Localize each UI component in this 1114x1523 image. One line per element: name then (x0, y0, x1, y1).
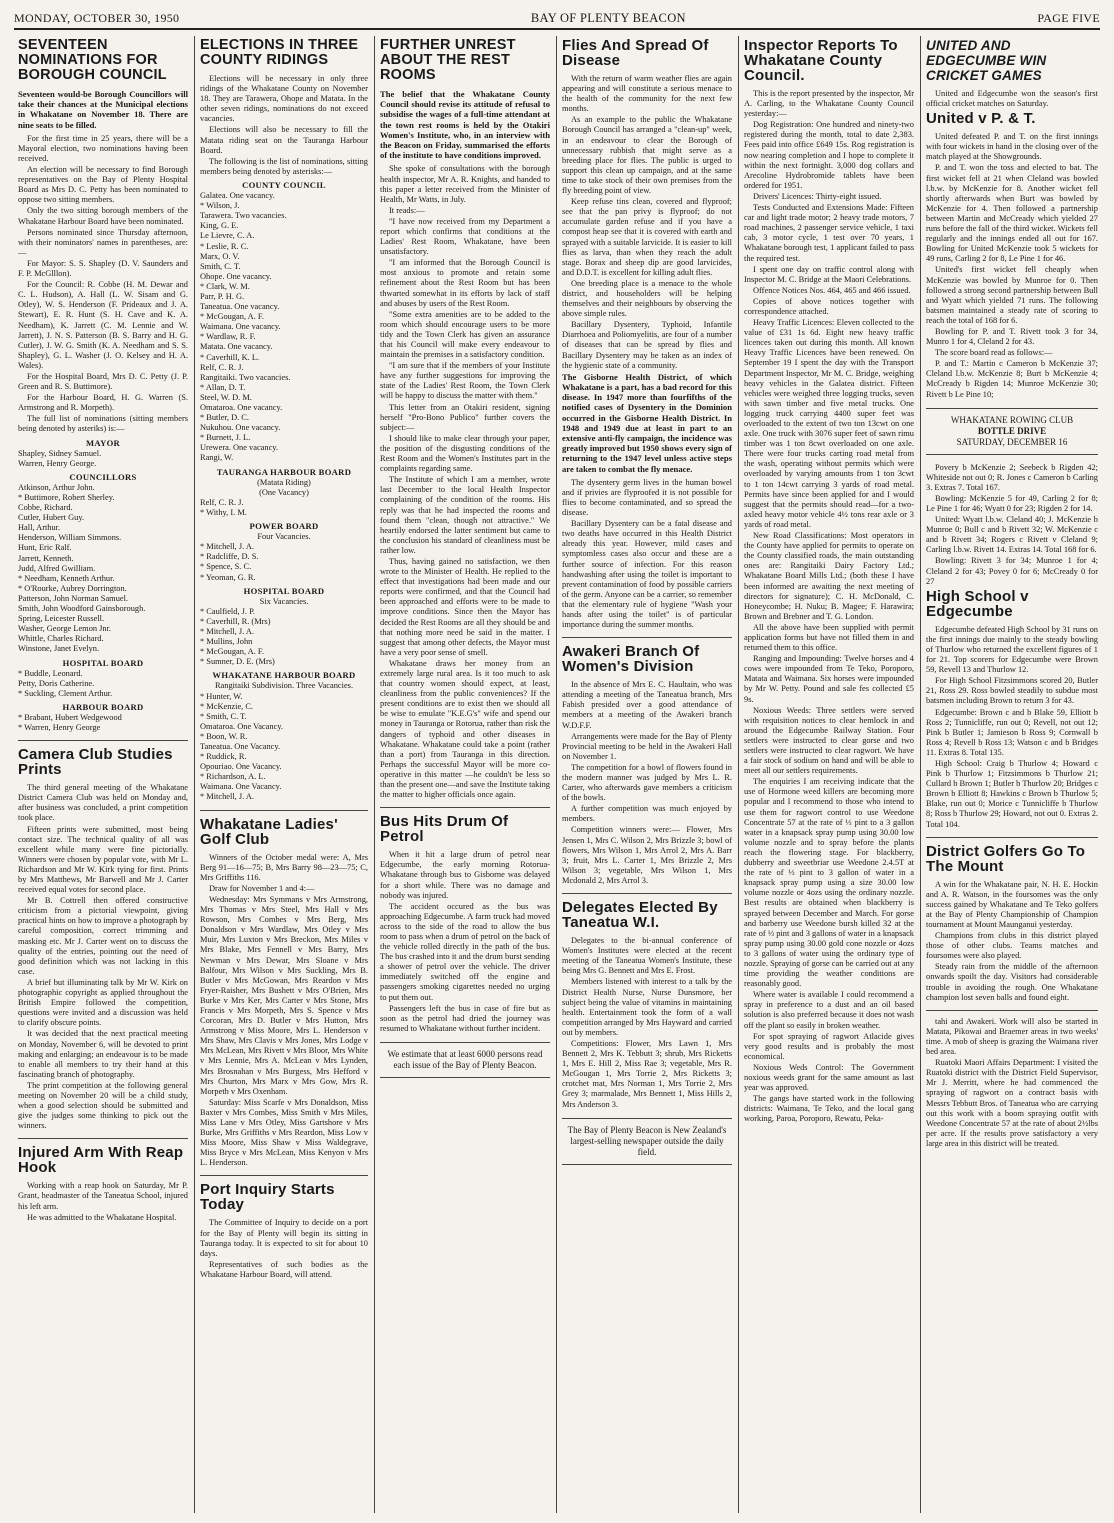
headline-taneatua-delegates: Delegates Elected By Taneatua W.I. (562, 899, 718, 932)
headline-nominations: SEVENTEEN NOMINATIONS FOR BOROUGH COUNCIL (18, 37, 167, 83)
list-item: Nukuhou. One vacancy. (200, 423, 281, 433)
article-paragraph: For the first time in 25 years, there will be a Mayoral election, two nominations having been received. (18, 133, 188, 163)
list-heading: HOSPITAL BOARD (62, 657, 144, 668)
headline-united-pt: United v P. & T. (926, 110, 1036, 128)
column-4 (562, 36, 732, 1515)
article-paragraph: The full list of nominations (sitting members being denoted by asteriks) is:— (18, 414, 188, 434)
article-paragraph: Winners of the October medal were: A, Mrs Berg 91—16—75; B, Mrs Barry 98—23—75; C, Mrs Griffiths 116. (200, 852, 368, 882)
list-item: Taneatua. One vacancy. (200, 302, 280, 312)
list-item: Omataroa. One vacancy. (200, 403, 283, 412)
article-paragraph: Draw for November 1 and 4:— (209, 883, 315, 893)
article-paragraph: With the return of warm weather flies are again appearing and will constitute a serious menace to the health of the community for the next few months. (562, 74, 732, 114)
article-divider (18, 740, 188, 741)
article-paragraph: "Some extra amenities are to be added to the room which should encourage users to be more tidy and the Town Clerk has given an assurance that his Council will make every endeavour to maintain the premises in a satisfactory condition. (380, 309, 550, 360)
article-paragraph: This letter from an Otakiri resident, signing herself "Pro-Bono Publico" further covers the subject:— (380, 402, 550, 432)
article-paragraph: I spent one day on traffic control along with Inspector M. C. Bridge at the Maori Celebrations. (744, 264, 914, 284)
list-item: (Matata Riding) (257, 477, 311, 487)
list-heading: TAURANGA HARBOUR BOARD (216, 466, 352, 477)
article-paragraph: Bowling for P. and T. Rivett took 3 for 34, Munro 1 for 4, Cleland 2 for 43. (926, 326, 1098, 347)
article-paragraph: Champions from clubs in this district played those of other clubs. Teams matches and foursomes were also played. (926, 931, 1098, 961)
list-item: Taneatua. One Vacancy. (200, 742, 281, 751)
list-item: Rangitaiki Subdivision. Three Vacancies. (214, 681, 354, 691)
list-item: * Wilson, J. (200, 201, 240, 211)
article-paragraph: Fifteen prints were submitted, most being contact size. The technical quality of all was excellent while many were fine pictorially. Winners were chosen by popular vote, with Mr L. Richardson and Mr W. Kirk tying for first. Prints by Mrs Matthews, Mr Barwell and Mr J. Carter received equal votes for second place. (18, 824, 188, 895)
article-paragraph: Tests Conducted and Extensions Made: Fifteen car and light trade motor; 2 heavy trade motors, 7 road machines, 2 passenger service vehicle, 1 taxi cab, 3 motor cycle, 1 test over 70 years, 1 Whakatane borough test, 1 applicant failed to pass the required test. (744, 203, 914, 263)
article-paragraph: Persons nominated since Thursday afternoon, with their nominators' names in parentheses, are:— (18, 227, 188, 257)
article-paragraph: He was admitted to the Whakatane Hospital. (27, 1212, 177, 1222)
article-paragraph: Representatives of such bodies as the Whakatane Harbour Board, will attend. (200, 1259, 368, 1279)
headline-bus-petrol: Bus Hits Drum Of Petrol (380, 813, 509, 846)
list-item: Smith, C. T. (200, 261, 241, 271)
list-item: Rangi, W. (200, 453, 234, 463)
article-paragraph: New Road Classifications: Most operators in the County have applied for permits to operate on the County classified roads, the main outstanding ones are: Rangitaiki Dairy Factory Ltd.; Whakatane Board Mills Ltd.; (both these I have been informed are awaiting the next meeting of directors for signature); C. H. McDonald, C. Honeycombe; H. Nuku; B. Magee; F. Harawira; Brown and Brebner and T. G. London. (744, 531, 914, 621)
list-item: Six Vacancies. (259, 596, 309, 606)
article-paragraph: It reads:— (389, 205, 425, 215)
article-paragraph: P. and T.: Martin c Cameron b McKenzie 37; Cleland l.b.w. McKenzie 8; Burt b McKenzie 4; McCready b Rigden 14; Munroe McKenzie 30; Rivett b Le Pine 10; (926, 359, 1098, 399)
article-paragraph: For the Council: R. Cobbe (H. M. Dewar and C. L. Hudson), A. Hall (L. W. Sisam and G. Otley), W. S. Henderson (F. Prideaux and J. A. Stewart), E. R. Hunt (S. H. Cave and K. A. Needham), K. Jarrett (C. M. Lennie and W. Jarrett), J. N. S. Patterson (B. S. Barry and H. G. Cutler), J. W. G. Smith (K. A. Needham and S. S. Shapley), G. L. Washer (J. O. Kelsey and H. A. Wales). (18, 280, 188, 370)
headline-rest-rooms: FURTHER UNREST ABOUT THE REST ROOMS (380, 37, 516, 83)
article-paragraph: The print competition at the following general meeting on November 20 will be a child study, when a good selection should be submitted and give the judges some thinking to pick out the winners. (18, 1080, 188, 1131)
article-paragraph: A brief but illuminating talk by Mr W. Kirk on photographic copyright as applied throughout the British Empire followed the competition, questions were invited and a discussion was held to clarify obscure points. (18, 977, 188, 1028)
article-paragraph: Povery b McKenzie 2; Seebeck b Rigden 42; Whiteside not out 0; R. Jones c Cameron b Carling 3. Extras 7. Total 167. (926, 462, 1098, 492)
list-heading: HARBOUR BOARD (62, 701, 144, 712)
article-paragraph: Mr B. Cottrell then offered constructive criticism from a pictorial viewpoint, giving practical hints on how to improve a photograph by careful composition, correct trimming and masking etc. Mr J. Carter went on to discuss the quality of the entries, pointing out the need of good definition which was not lacking in this case. (18, 896, 188, 976)
article-paragraph: "I am informed that the Borough Council is most anxious to promote and retain some refinement about the Rest Room but has been thwarted somewhat in its efforts by lack of staff and abuses by users of the Rest Room. (380, 258, 550, 308)
column-2 (200, 36, 368, 1515)
headline-awakeri: Awakeri Branch Of Women's Division (562, 643, 700, 676)
article-paragraph: For High School Fitzsimmons scored 20, Butler 21, Ross 29. Ross bowled steadily to subdue most batsmen including Brown to return 3 for 43. (926, 676, 1098, 706)
headline-camera-club: Camera Club Studies Prints (18, 746, 173, 779)
article-paragraph: The Institute of which I am a member, wrote last December to the local Health Inspector complaining of the condition of the rooms. His reply was that he had inspected the rooms and found them "clean, though not attractive." We heartily endorsed the latter sentiment but came to the conclusion his standard of cleanliness must be rather low. (380, 475, 550, 555)
article-paragraph: The dysentery germ lives in the human bowel and if privies are flyproofed it is not possible for flies to become contaminated, and so spread the disease. (562, 477, 732, 518)
list-item: Henderson, William Simmons. (18, 533, 122, 543)
article-paragraph: For Mayor: S. S. Shapley (D. V. Saunders and F. P. McGlllon). (18, 258, 188, 279)
headline-ladies-golf: Whakatane Ladies' Golf Club (200, 815, 338, 848)
article-paragraph: I should like to make clear through your paper, the position of the disgusting conditions of the Rest Room and the Women's Institutes part in the complaints regarding same. (380, 433, 550, 474)
article-paragraph: For the Harbour Board, H. G. Warren (S. Armstrong and R. Morpeth). (18, 393, 188, 413)
list-item: Le Lievre, C. A. (200, 231, 255, 241)
headline-inspector-reports: Inspector Reports To Whakatane County Council. (744, 37, 898, 84)
list-heading: MAYOR (85, 437, 121, 448)
article-paragraph: When it hit a large drum of petrol near Edgecumbe, the early morning Rotorua-Whakatane through bus to Gisborne was delayed for a short while. There was no damage and nobody was injured. (380, 850, 550, 900)
list-item: Four Vacancies. (257, 532, 311, 542)
list-item: * Leslie, R. C. (200, 241, 249, 251)
article-paragraph: Arrangements were made for the Bay of Plenty Provincial meeting to be held in the Awakeri Hall on November 1. (562, 731, 732, 761)
list-item: Relf, C. R. J. (200, 362, 244, 372)
list-item: * Brabant, Hubert Wedgewood (18, 712, 122, 722)
list-item: Steel, W. D. M. (200, 392, 252, 402)
article-paragraph: One breeding place is a menace to the whole district, and householders will be helping themselves and their neighbours by observing the above simple rules. (562, 278, 732, 319)
article-paragraph: Whakatane draws her money from an extremely large rural area. Is it too much to ask that country women should expect, at least, cleanliness from the public conveniences? If the present conditions are to exist then we should all be wise to emulate "K.E.G's" wife and spend our money in Tauranga or Rotorua, rather than risk the dangers of typhoid and other diseases in Whakatane. Whakatane could take a point (rather than a port) from Tauranga in this direction. Perhaps the successful Mayor will be more co-operative in this matter —he couldn't be less so than the present one—and save the Institute taking the matter to higher officials once again. (380, 658, 550, 800)
list-item: * Boon, W. R. (200, 731, 248, 741)
list-item: Galatea. One vacancy. (200, 191, 275, 201)
article-divider (926, 1010, 1098, 1011)
list-item: * O'Rourke, Aubrey Dorrington. (18, 583, 127, 593)
article-paragraph: The gangs have started work in the following districts: Waimana, Te Teko, and the local gang working, Paroa, Poroporo, Rewatu, Peka- (744, 1094, 914, 1124)
headline-injured-arm: Injured Arm With Reap Hook (18, 1144, 184, 1177)
article-paragraph: Steady rain from the middle of the afternoon onwards spoilt the day. Visitors had considerable trouble in avoiding the rough. One Whakatane champion lost seven balls and found eight. (926, 962, 1098, 1002)
article-divider (562, 637, 732, 638)
list-item: * Suckling, Clement Arthur. (18, 688, 113, 698)
list-item: Opouriao. One Vacancy. (200, 762, 282, 772)
list-heading: COUNCILLORS (69, 471, 137, 482)
article-paragraph: Noxious Weeds: Three settlers were served with requisition notices to clear hemlock in and around the Edgecumbe Railway Station. Four settlers were instructed to clear gorse and two settlers were instructed to clear ragwort. We have a fair stock of sodium on hand and will be able to meet all our settlers requirements. (744, 705, 914, 776)
article-paragraph: As an example to the public the Whakatane Borough Council has arranged a "clean-up" week, in an endeavour to clear the Borough of unnecessary rubbish that might serve as a breeding place for flies. The public is urged to support this clean up campaign, and at the same time to take stock of their own premises from the fly breeding point of view. (562, 115, 732, 196)
article-paragraph: Working with a reap hook on Saturday, Mr P. Grant, headmaster of the Taneatua School, injured his left arm. (18, 1181, 188, 1211)
column-rule (738, 36, 739, 1513)
page-number: PAGE FIVE (1037, 11, 1100, 25)
column-rule (920, 36, 921, 1513)
list-item: Marx, O. V. (200, 251, 240, 261)
article-paragraph: A further competition was much enjoyed by members. (562, 804, 732, 824)
list-heading: WHAKATANE HARBOUR BOARD (212, 670, 356, 681)
list-item: Spring, Leicester Russell. (18, 614, 105, 624)
list-item: * Richardson, A. L. (200, 772, 266, 782)
article-paragraph: This is the report presented by the inspector, Mr A. Carling, to the Whakatane County Council yesterday:— (744, 89, 914, 119)
article-paragraph: Bacillary Dysentery can be a fatal disease and two deaths have occurred in this Health District already this year. However, mild cases and symptomless cases also occur and these are a further source of infection. For this reason handwashing after using the toilet is important to prevent contamination of food by possible carriers of the germ. Anyone can be a carrier, so remember that the elementary rule of hygiene "Wash your hands after using the toilet" is of particular importance during the summer months. (562, 519, 732, 630)
list-item: Waimana. One Vacancy. (200, 782, 282, 792)
article-paragraph: The Committee of Inquiry to decide on a port for the Bay of Plenty will begin its sitting in Tauranga today. It is expected to sit for about 10 days. (200, 1218, 368, 1258)
list-item: Matata. One vacancy. (200, 342, 273, 352)
list-item: * Withy, I. M. (200, 507, 247, 517)
article-paragraph: "I have now received from my Department a report which confirms that conditions at the Ladies' Rest Room, Whakatane, have been unsatisfactory. (380, 216, 550, 257)
article-paragraph: Members listened with interest to a talk by the District Health Nurse, Nurse Dunsmore, her subject being the value of vitamins in maintaining health. Entertainment took the form of a wall competition arranged by Mrs Hayward and carried out by members. (562, 977, 732, 1037)
article-paragraph: High School: Craig b Thurlow 4; Howard c Pink b Thurlow 1; Fitzsimmons b Thurlow 21; Cullard b Brown 1; Butler b Thurlow 20; Bridges c Brown b Elliott 8; Hawkins c Brown b Thurlow 5; Blake, run out 0; Morice c Tunnicliffe b Thurlow 8; Ross b Thurlow 29; Howard, not out 0. Extras 2. Total 104. (926, 758, 1098, 829)
list-item: * Mitchell, J. A. (200, 542, 254, 552)
article-paragraph: Thus, having gained no satisfaction, we then wrote to the Minister of Health. He replied to the effect that investigations had been made and our reports were confirmed, and that the Council had been approached and efforts were to be made to improve conditions. Since then the Mayor has decided the Rest Rooms are all they should be and that nothing more need be said in the matter. I suggest that among other defects, the Mayor must have a very poor sense of smell. (380, 556, 550, 657)
article-paragraph: "I am sure that if the members of your Institute have any further suggestions for improving the state of the Ladies' Rest Room, the Town Clerk will be happy to discuss the matter with them." (380, 361, 550, 401)
article-paragraph: The enquiries I am receiving indicate that the use of Hormone weed killers are becoming more popular and I recommend to those who intend to use them for ragwort control to use Weedone Concentrate 57 at the rate of ⅓ pint to a 3 gallon water in a knapsack spray pump using 30.00 low volume nozzle and to spray before the plants reach the flowering stage. For blackberry, dubberry and sweetbriar use Weedone 2.4.5T at the rate of ⅓ pint to 3 gallon of water in a knapsack spray pump using a size 30.00 low volume nozzle or 4ozs using the ordinary nozzle. Best results are obtained when blackberry is sprayed between December and March. For gorse and barberry use Weedone bursh killed 32 at the rate of ⅓ pint and 3 gallons of water in a knapsack spray pump using 30.00 gold cone nozzle or 4ozs to 3 gallons of water using the ordinary type of nozzle. Spraying of gorse can be carried out at any time providing the weather conditions are reasonably good. (744, 777, 914, 989)
list-item: Smith, John Woodford Gainsborough. (18, 604, 146, 614)
article-divider (18, 1138, 188, 1139)
article-paragraph: Passengers left the bus in case of fire but as soon as the petrol had dried the journey was resumed to Whakatane without further incident. (380, 1003, 550, 1033)
list-item: Cutler, Hubert Guy. (18, 513, 85, 523)
newspaper-title: BAY OF PLENTY BEACON (530, 11, 686, 25)
deck-nominations: Seventeen would-be Borough Councillors will take their chances at the Municipal elections in Whakatane on November 18. There are nine seats to be filled. (18, 89, 188, 130)
list-item: * Caverhill, R. (Mrs) (200, 616, 271, 626)
list-item: * Caverhill, K. L. (200, 352, 260, 362)
list-item: Warren, Henry George. (18, 458, 97, 468)
column-1 (18, 36, 188, 1515)
list-item: * Needham, Kenneth Arthur. (18, 573, 115, 583)
article-paragraph: P. and T. won the toss and elected to bat. The first wicket fell at 21 when Cleland was bowled l.b.w. by McKenzie for 8. Another wicket fell shortly afterwards when Burt was bowled by McKenzie for 4. Then followed a partnership between Martin and McCready which yielded 27 runs before the fall of the third wicket. Wickets fell regularly and the innings ended all out for 167. Bowling for United McKenzie took 5 wickets for 49 runs, Carling 2 for 8, Le Pine 1 for 46. (926, 163, 1098, 264)
list-item: Tarawera. Two vacancies. (200, 211, 287, 221)
list-item: * Buttimore, Robert Sherley. (18, 493, 115, 502)
article-paragraph: The score board read as follows:— (935, 348, 1053, 358)
article-paragraph: Elections will be necessary in only three ridings of the Whakatane County on November 18. They are Tarawera, Ohope and Matata. In the other seven ridings, nominations do not exceed vacancies. (200, 74, 368, 124)
list-item: Petty, Doris Catherine. (18, 678, 95, 688)
article-paragraph: Bowling: Rivett 3 for 34; Munroe 1 for 4; Cleland 2 for 43; Povey 0 for 6; McCready 0 for 27 (926, 556, 1098, 586)
list-item: Hunt, Eric Ralf. (18, 543, 72, 553)
article-paragraph: Delegates to the bi-annual conference of Women's Institutes were elected at the recent meeting of the Taneatua Women's Institute, these being Mrs G. Bennett and Mrs E. Frost. (562, 936, 732, 976)
list-item: Ohope. One vacancy. (200, 271, 272, 281)
list-item: Washer, George Lemon Jnr. (18, 624, 112, 634)
list-item: * Smith, C. T. (200, 711, 247, 721)
article-paragraph: Bowling: McKenzie 5 for 49, Carling 2 for 8; Le Pine 1 for 46; Wyatt 0 for 23; Rigden 2 for 14. (926, 493, 1098, 513)
list-item: * Warren, Henry George (18, 723, 101, 733)
article-paragraph: Heavy Traffic Licences: Eleven collected to the value of £31 1s 6d. Eight new heavy traffic licences taken out during this month. All known Heavy Traffic Licences have been renewed. On September 19 I spent the day with the Transport Department Inspector, Mr M. C. Bridge, weighing heavy vehicles in the Galatea district. Fifteen vehicles were weighed three logging trucks, seven with sawn timber and five metal trucks. One logging truck carrying 4400 super feet was overloaded to the extent of two ton 13cwt on one axle. One truck with 3076 super feet of sawn rimu timber was 1 ton 8cwt overloaded on one axle. There were four trucks carting road metal from the wash, operating without permits which were overloaded by varying amounts from 1 ton 3cwt to 1 ton 14cwt carrying 3 yards of road metal. Permits have since been applied for and I would suggest that the permits should read—for a two-axled heavy motor vehicle 4½ tons rear axle or 3 yards of road metal. (744, 318, 914, 529)
article-paragraph: tahi and Awakeri. Work will also be started in Matata, Pikowai and Braemer areas in two weeks' time. A mob of sheep is grazing the Waimana river bed area. (926, 1016, 1098, 1057)
list-item: Waimana. One vacancy. (200, 322, 281, 332)
article-paragraph: For spot spraying of ragwort Atlacide gives very good results and is probably the most economical. (744, 1031, 914, 1061)
column-rule (374, 36, 375, 1513)
headline-district-golfers: District Golfers Go To The Mount (926, 842, 1086, 875)
headline-cricket: UNITED AND EDGECUMBE WIN CRICKET GAMES (926, 38, 1047, 83)
article-paragraph: It was decided that the next practical meeting on Monday, November 6, will be devoted to print making and enlarging; an endeavour is to be made to enable all members to try their hand at this fascinating branch of photography. (18, 1029, 188, 1079)
article-paragraph: A win for the Whakatane pair, N. H. E. Hockin and A. R. Watson, in the foursomes was the only success gained by Whakatane and Te Teko golfers at the Bay of Plenty Championship of Champion tournament at Mount Maunganui yesterday. (926, 879, 1098, 929)
list-item: Hall, Arthur. (18, 523, 61, 533)
list-item: * McGougan, A. F. (200, 647, 265, 657)
list-item: Patterson, John Norman Samuel. (18, 593, 129, 603)
advert-title: WHAKATANE ROWING CLUB (950, 414, 1074, 425)
article-paragraph: Competitions: Flower, Mrs Lawn 1, Mrs Bennett 2, Mrs K. Tebbutt 3; shrub, Mrs Ricketts 1, Mrs E. Hill 2, Miss Rae 3; vegetable, Mrs R. McGougan 1, Mrs Torrie 2, Mrs Ricketts 3; crotchet mat, Mrs Norman 1, Mrs Torrie 2, Mrs Grey 3; marmalade, Mrs Bennett 1, Miss Hills 2, Mrs Anderson 3. (562, 1038, 732, 1109)
list-heading: POWER BOARD (249, 521, 319, 532)
article-paragraph: Elections will also be necessary to fill the Matata riding seat on the Tauranga Harbour Board. (200, 125, 368, 155)
article-paragraph: In the absence of Mrs E. C. Haultain, who was attending a meeting of the Taneatua branch, Mrs Fabish presided over a good attendance of members at a meeting of the Awakeri branch W.D.F.F. (562, 680, 732, 730)
issue-date: MONDAY, OCTOBER 30, 1950 (14, 11, 180, 25)
county-council-list (200, 191, 368, 464)
article-paragraph: Ranging and Impounding: Twelve horses and 4 cows were impounded from Te Teko, Poroporo, Matata and Waimana. Six horses were impounded by Mr W. Petty. Pound and sale fes collected £5 9s. (744, 654, 914, 704)
rowing-club-advert (926, 408, 1098, 455)
readership-notice: We estimate that at least 6000 persons read each issue of the Bay of Plenty Beacon. (380, 1042, 550, 1078)
article-paragraph: The competition for a bowl of flowers found in the modern manner was judged by Mrs L. R. Carter, who afterwards gave members a criticism of the bowls. (562, 762, 732, 803)
list-item: * Radcliffe, D. S. (200, 552, 259, 562)
list-item: * McKenzie, C. (200, 701, 254, 711)
article-paragraph: United and Edgecumbe won the season's first official cricket matches on Saturday. (926, 89, 1098, 109)
list-item: * Mullins, John (200, 637, 253, 647)
article-paragraph: Noxious Weds Control: The Government noxious weeds grant for the same amount as last year was approved. (744, 1062, 914, 1093)
list-item: * Clark, W. M. (200, 281, 250, 291)
list-item: Shapley, Sidney Samuel. (18, 448, 102, 458)
list-item: Urewera. One vacancy. (200, 443, 279, 453)
article-paragraph: Ruatoki Maori Affairs Department: I visited the Ruatoki district with the District Field Supervisor, Mr J. Merritt, where he had commenced the spraying of ragwort on a contract basis with Messrs Tebbutt Bros. of Taneatua who are carrying out this work with a boom spraying outfit with Weedone Concentrate 57 at the rate of about 2½lbs per acre. If the results prove satisfactory a very large area in this district will be treated. (926, 1058, 1098, 1148)
list-item: * Burnett, J. L. (200, 433, 251, 443)
column-3 (380, 36, 550, 1515)
article-paragraph: Drivers' Licences: Thirty-eight issued. (753, 191, 882, 201)
article-paragraph: United's first wicket fell cheaply when McKenzie was bowled by Munroe for 0. Then followed a strong second partnership between Bull and Wyatt which yielded 71 runs. The following batsmen maintained a steady rate of scoring to reach the total of 168 for 6. (926, 265, 1098, 325)
article-divider (926, 837, 1098, 838)
article-paragraph: Only the two sitting borough members of the Whakatane Harbour Board have been nominated. (18, 206, 188, 226)
article-paragraph: For the Hospital Board, Mrs D. C. Petty (J. P. Green and R. S. Buttimore). (18, 371, 188, 392)
headline-high-school: High School v Edgecumbe (926, 587, 1029, 620)
deck-rest-rooms: The belief that the Whakatane County Council should revise its attitude of refusal to subsidise the wages of a full-time attendant at the town rest rooms is held by the Otakiri Women's Institute, who, in an interview with the Beacon on Friday, summarised the efforts of the institute to have conditions improved. (380, 89, 550, 161)
advert-event: BOTTLE DRIVE (977, 425, 1047, 436)
article-divider (380, 807, 550, 808)
list-item: * Buddle, Leonard. (18, 668, 83, 678)
list-item: Whittle, Charles Richard. (18, 634, 104, 644)
headline-county-elections: ELECTIONS IN THREE COUNTY RIDINGS (200, 37, 359, 68)
article-divider (200, 1175, 368, 1176)
advert-date: SATURDAY, DECEMBER 16 (956, 436, 1068, 447)
article-paragraph: She spoke of consultations with the borough health inspector, Mr A. R. Knights, and handed to this paper a letter received from the Minister of Health, Mr Watts, in July. (380, 164, 550, 204)
list-item: * Sumner, D. E. (Mrs) (200, 657, 275, 667)
list-item: Judd, Alfred Gwilliam. (18, 563, 96, 573)
list-item: * Wardlaw, R. F. (200, 332, 256, 342)
article-paragraph: The following is the list of nominations, sitting members being denoted by asterisks:— (200, 156, 368, 176)
list-item: * Ruddick, R. (200, 752, 247, 762)
list-item: * Spence, S. C. (200, 562, 252, 572)
list-item: * Hunter, W. (200, 691, 243, 701)
headline-port-inquiry: Port Inquiry Starts Today (200, 1181, 335, 1214)
article-paragraph: Saturday: Miss Scarfe v Mrs Donaldson, Miss Baxter v Mrs Combes, Miss Smith v Mrs Miles, Miss Lane v Mrs Otley, Miss Gartshore v Mrs Burke, Mrs Griffiths v Mrs Reardon, Miss Low v Miss Moore, Miss Shaw v Miss Waldegrave, Miss Bryce v Mrs McLean, Miss Kenyon v Mrs L. Henderson. (200, 1097, 368, 1168)
list-item: Parr, P. H. G. (200, 291, 245, 301)
article-paragraph: The third general meeting of the Whakatane District Camera Club was held on Monday and, after business was concluded, a print competition took place. (18, 783, 188, 823)
list-item: Jarrett, Kenneth. (18, 553, 74, 563)
list-item: * McGougan, A. F. (200, 312, 265, 322)
article-paragraph: Bacillary Dysentery, Typhoid, Infantile Diarrhoea and Poliomyelitis, are four of a number of diseases that can be spread by flies and Bacillary Dysentery may be taken as an index of the hygienic state of a community. (562, 320, 732, 370)
headline-flies-disease: Flies And Spread Of Disease (562, 37, 709, 69)
article-paragraph: Keep refuse tins clean, covered and flyproof; see that the pan privy is flyproof; do not accumulate garden refuse and if you have a compost heap see that it is covered with earth and sprayed with a suitable larvicide. It is easier to kill flies as larva, than when they reach the adult stage. Borax and sheep dip are good larvicides, and D.D.T. is excellent for killing adult flies. (562, 197, 732, 277)
list-item: * Yeoman, G. R. (200, 572, 256, 582)
list-heading: COUNTY COUNCIL (242, 179, 326, 190)
list-item: * Allan, D. T. (200, 382, 246, 392)
list-item: * Mitchell, J. A. (200, 626, 254, 636)
column-5 (744, 36, 914, 1515)
article-paragraph: Copies of above notices together with correspondence attached. (744, 296, 914, 316)
deck-dysentery: The Gisborne Health District, of which Whakatane is a part, has a bad record for this disease. In 1947 more than fourfifths of the notified cases of Dysentery in the Dominion occurred in the Gisborne Health District. In 1948 and 1949 due at least in part to an extensive anti-fly campaign, the incidence was greatly improved but 1950 shows every sign of returning to the 1947 level unless active steps are taken to combat the fly menace. (562, 371, 732, 474)
article-paragraph: Where water is available I could recommend a spray in preference to a dust and an oil based solution is also preferred because it does not wash off the plant so easily in broken weather. (744, 990, 914, 1030)
article-paragraph: United: Wyatt l.b.w. Cleland 40; J. McKenzie b Munroe 0; Bull c and b Rivett 32; W. McKenzie c and b Rivett 34; Rogers c Rivett v Cleland 9; Carling l.b.w. Rivett 14. Extras 14. Total 168 for 6. (926, 515, 1098, 555)
article-paragraph: United defeated P. and T. on the first innings with four wickets in hand in the closing over of the match played at the Showgrounds. (926, 132, 1098, 162)
article-paragraph: All the above have been supplied with permit application forms but have not filled them in and returned them to this office. (744, 622, 914, 653)
list-item: Cobbe, Richard. (18, 503, 73, 513)
list-item: Winstone, Janet Evelyn. (18, 644, 100, 654)
list-item: (One Vacancy) (259, 487, 309, 497)
article-divider (200, 810, 368, 811)
list-item: Atkinson, Arthur John. (18, 482, 95, 492)
list-item: Omataroa. One Vacancy. (200, 721, 284, 731)
article-divider (562, 893, 732, 894)
list-item: King, G. E. (200, 221, 239, 231)
circulation-notice: The Bay of Plenty Beacon is New Zealand's largest-selling newspaper outside the daily field. (562, 1118, 732, 1165)
column-rule (194, 36, 195, 1513)
article-paragraph: The accident occured as the bus was approaching Edgecumbe. A farm truck had moved across to the side of the road to allow the bus room to pass when a drum of petrol on the back of the vehicle rolled directly in the path of the bus. The bus crashed into it and the drum burst sending a shower of petrol over the vehicle. The driver immediately switched off the engine and passengers smoking cigarettes needed no urging to put them out. (380, 901, 550, 1002)
article-paragraph: Edgecumbe defeated High School by 31 runs on the first innings due mainly to the steady bowling of Thurlow who returned the excellent figures of 1 for 21. Top scorers for Edgecumbe were Brown 59, Revell 13 and Thurlow 12. (926, 624, 1098, 675)
list-item: * Caulfield, J. P. (200, 606, 255, 616)
column-6 (926, 36, 1098, 1515)
article-paragraph: Edgecumbe: Brown c and b Blake 59, Elliott b Ross 2; Tunnicliffe, run out 0; Revell, not out 12; Pink b Butler 1; Jamieson b Ross 9; Cornwall b Ross 4; Revell b Ross 13; Watson c and b Bridges 11. Extras 8. Total 135. (926, 707, 1098, 757)
list-item: Relf, C. R. J. (200, 497, 244, 507)
list-item: * Butler, D. C. (200, 413, 249, 423)
list-item: * Mitchell, J. A. (200, 792, 254, 802)
article-paragraph: An election will be necessary to find Borough representatives on the Bay of Plenty Hospital Board as Mrs D. C. Petty has been nominated to oppose two sitting members. (18, 165, 188, 205)
article-paragraph: Dog Registration: One hundred and ninety-two registered during the month, total to date 2,383. Fees paid into office £649 15s. Rog registration is now nearing completion and I hope to complete it within the next fortnight. 3,000 dog collars and Arecoline Hydrobromide tablets have been ordered for 1951. (744, 120, 914, 190)
list-item: Rangitaiki. Two vacancies. (200, 372, 291, 382)
masthead (14, 4, 1100, 30)
list-heading: HOSPITAL BOARD (243, 585, 325, 596)
article-paragraph: Competition winners were:— Flower, Mrs Jensen 1, Mrs C. Wilson 2, Mrs Brizzle 3; bowl of flowers, Mrs Wilson 1, Mrs Arrol 2, Mrs A. Barr 3; fruit, Mrs L. Carter 1, Mrs Brizzle 2, Mrs Wilson 3; vegetable, Mrs Wilson 1, Mrs Mcdonald 2, Mrs Arrol 3. (562, 825, 732, 885)
article-paragraph: Offence Notices Nos. 464, 465 and 466 issued. (753, 285, 911, 295)
article-paragraph: Wednesday: Mrs Symmans v Mrs Armstrong, Mrs Thomas v Mrs Steel, Mrs Hall v Mrs Rowson, Mrs Combes v Mrs Berg, Mrs Donaldson v Mrs Wardlaw, Mrs Otley v Mrs Muir, Mrs Luxton v Mrs Breckon, Mrs Miles v Mrs Blake, Mrs Fennell v Mrs Barry, Mrs Newman v Mrs Dewar, Mrs Sloane v Mrs Balfour, Mrs Wilson v Mrs Suckling, Mrs B. Butler v Mrs McGowan, Mrs Reardon v Mrs Fryer-Raisher, Mrs Bushett v Mrs O'Brien, Mrs Burke v Mrs Ker, Mrs Carter v Mrs Stone, Mrs Francis v Mrs Morpeth, Mrs S. Spence v Mrs Corcoran, Mrs D. Butler v Mrs Hutton, Mrs Armstrong v Miss Moore, Mrs L. Henderson v Mrs Shaw, Mrs Clavis v Mrs Jones, Mrs Lodge v Mrs McLean, Mrs Rivett v Mrs Bloor, Mrs White v Mrs Lennie, Mrs A. McLean v Mrs Lynden, Mrs Brosnahan v Mrs Burgess, Mrs Hefford v Mrs Churton, Mrs Marx v Mrs Gow, Mrs R. Morpeth v Mrs Oxenham. (200, 894, 368, 1096)
column-rule (556, 36, 557, 1513)
